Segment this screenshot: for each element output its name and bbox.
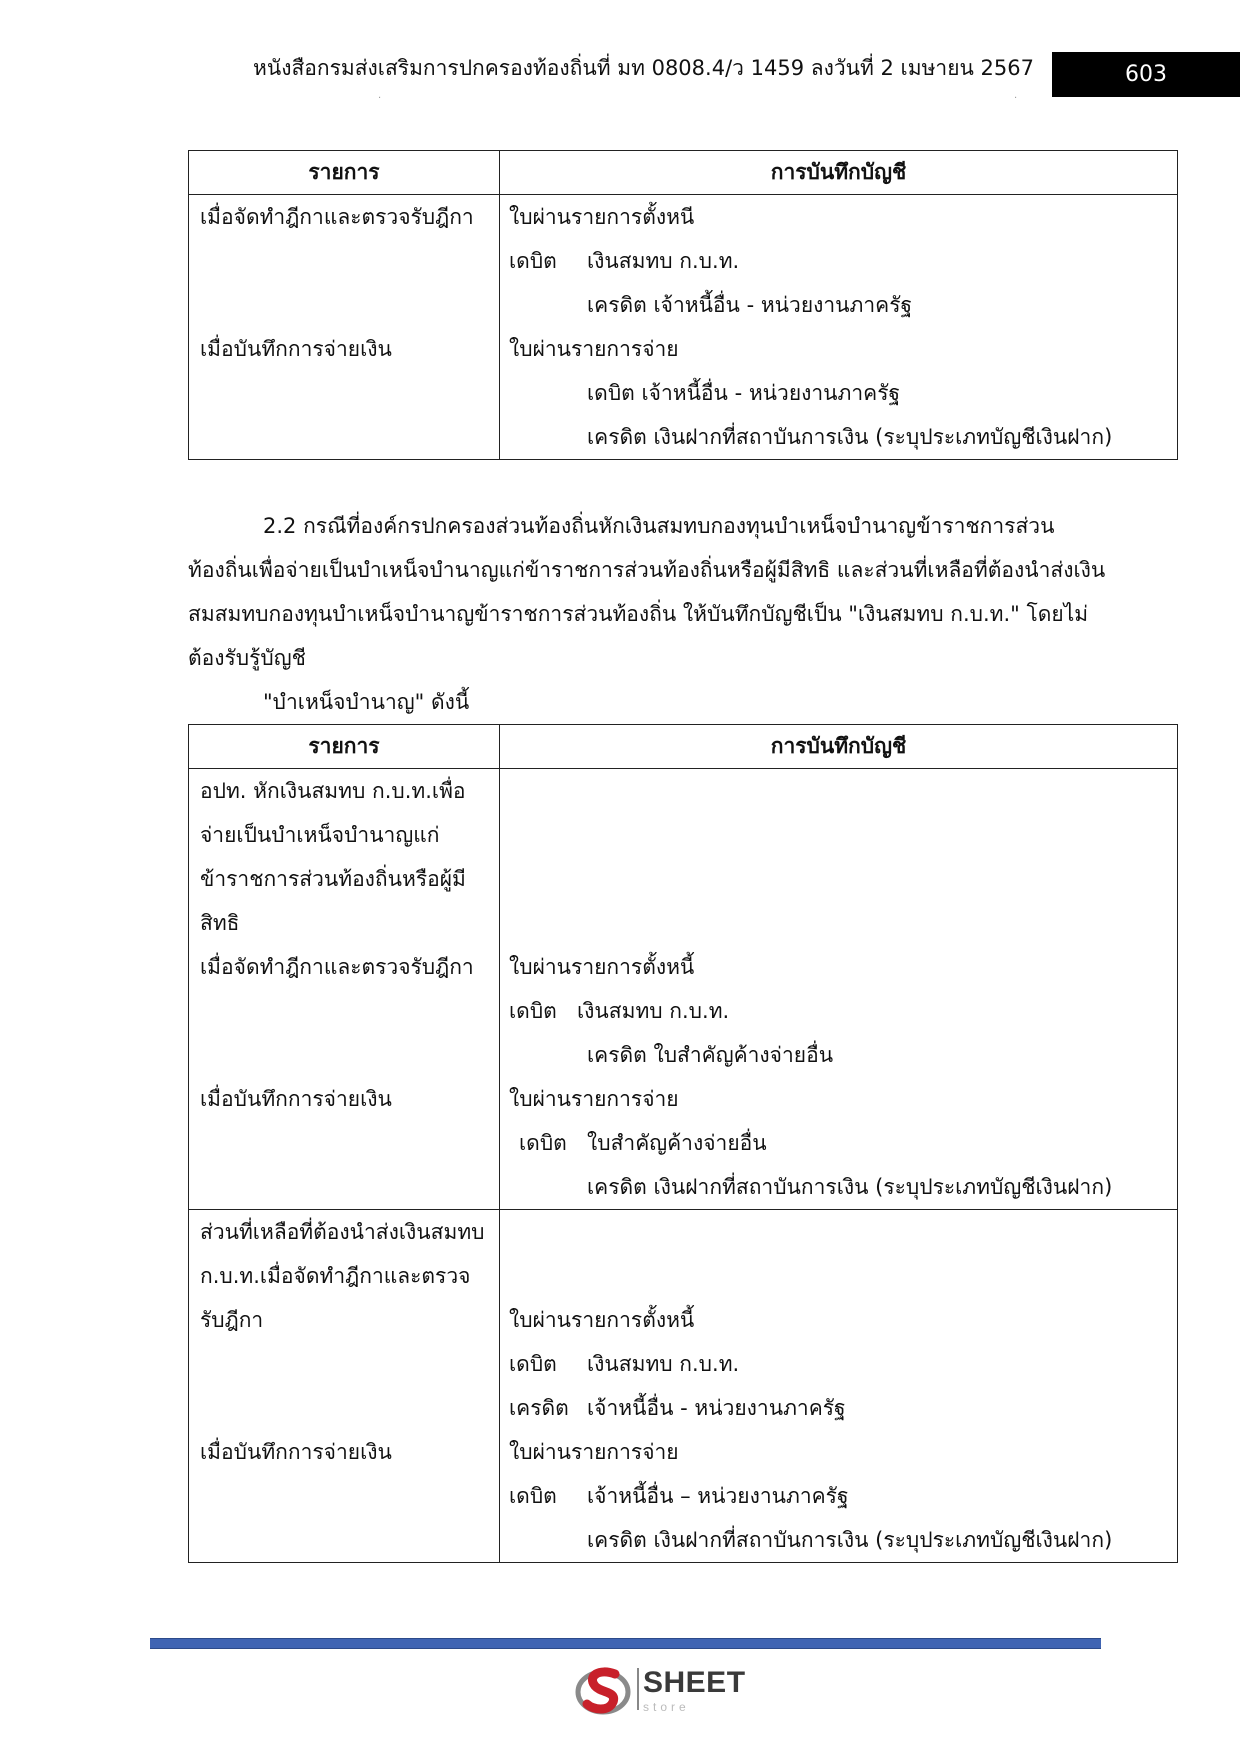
accounting-table-2 [188, 724, 1178, 1563]
item-line [189, 989, 499, 1033]
record-line [500, 813, 1177, 857]
column-header-record: การบันทึกบัญชี [500, 725, 1178, 769]
record-line [500, 1254, 1177, 1298]
record-cell [500, 195, 1178, 460]
record-text: เจ้าหนี้อื่น – หน่วยงานภาครัฐ [587, 1484, 849, 1508]
sheet-store-logo [575, 1662, 745, 1718]
column-header-item: รายการ [189, 725, 500, 769]
record-line: เครดิต ใบสำคัญค้างจ่ายอื่น [587, 1043, 834, 1067]
item-line: เมื่อบันทึกการจ่ายเงิน [200, 1440, 392, 1464]
document-header-title: หนังสือกรมส่งเสริมการปกครองท้องถิ่นที่ มท 0808.4/ว 1459 ลงวันที่ 2 เมษายน 2567 [253, 56, 1034, 80]
paragraph-line: "บำเหน็จบำนาญ" ดังนี้ [263, 690, 470, 714]
column-header-item: รายการ [189, 151, 500, 195]
record-line [500, 989, 1177, 1033]
item-line [189, 1165, 499, 1209]
item-line [189, 371, 499, 415]
item-line [189, 1474, 499, 1518]
record-line: เครดิต เงินฝากที่สถาบันการเงิน (ระบุประเภทบัญชีเงินฝาก) [587, 425, 1113, 449]
record-text: เงินสมทบ ก.บ.ท. [587, 249, 740, 273]
logo-wordmark: SHEET [643, 1666, 746, 1699]
record-line: ใบผ่านรายการตั้งหนี้ [509, 1308, 695, 1332]
item-line: รับฎีกา [200, 1308, 264, 1332]
debit-prefix: เดบิต [519, 1131, 567, 1155]
credit-prefix: เครดิต [509, 1396, 569, 1420]
item-line [189, 415, 499, 459]
record-line [500, 1474, 1177, 1518]
record-text: เจ้าหนี้อื่น - หน่วยงานภาครัฐ [587, 1396, 846, 1420]
table-row [189, 769, 1178, 1210]
item-cell [189, 769, 500, 1210]
item-line [189, 1033, 499, 1077]
item-line [189, 1386, 499, 1430]
table-header-row [189, 151, 1178, 195]
item-line: อปท. หักเงินสมทบ ก.บ.ท.เพื่อ [200, 779, 466, 803]
record-line: เดบิต เจ้าหนี้อื่น - หน่วยงานภาครัฐ [587, 381, 901, 405]
item-line: ส่วนที่เหลือที่ต้องนำส่งเงินสมทบ [200, 1220, 485, 1244]
record-line [500, 1386, 1177, 1430]
record-line [500, 1342, 1177, 1386]
paragraph-line: ต้องรับรู้บัญชี [188, 646, 306, 670]
item-line: ก.บ.ท.เมื่อจัดทำฎีกาและตรวจ [200, 1264, 471, 1288]
record-text: เงินสมทบ ก.บ.ท. [587, 1352, 740, 1376]
logo-subtitle: store [643, 1700, 690, 1714]
page-number-badge [1052, 52, 1240, 97]
footer-divider-bar [150, 1638, 1101, 1649]
item-line [189, 239, 499, 283]
body-paragraph [188, 504, 1178, 724]
item-line [189, 1342, 499, 1386]
accounting-table-1 [188, 150, 1178, 460]
record-line: ใบผ่านรายการจ่าย [509, 1087, 679, 1111]
page-number: 603 [1125, 62, 1167, 87]
debit-prefix: เดบิต [509, 1352, 557, 1376]
header-dot-mark: . [1014, 90, 1018, 101]
record-text: ใบสำคัญค้างจ่ายอื่น [587, 1131, 767, 1155]
debit-prefix: เดบิต [509, 999, 557, 1023]
record-line [500, 901, 1177, 945]
column-header-record: การบันทึกบัญชี [500, 151, 1178, 195]
item-line [189, 283, 499, 327]
item-line: เมื่อจัดทำฎีกาและตรวจรับฎีกา [200, 955, 474, 979]
item-line: ข้าราชการส่วนท้องถิ่นหรือผู้มี [200, 867, 466, 891]
paragraph-line: 2.2 กรณีที่องค์กรปกครองส่วนท้องถิ่นหักเงินสมทบกองทุนบำเหน็จบำนาญข้าราชการส่วน [263, 514, 1055, 538]
table-row [189, 195, 1178, 460]
record-line: ใบผ่านรายการจ่าย [509, 1440, 679, 1464]
record-line: ใบผ่านรายการตั้งหนี [509, 205, 695, 229]
debit-prefix: เดบิต [509, 1484, 557, 1508]
record-line [500, 239, 1177, 283]
record-line [500, 1121, 1177, 1165]
logo-s-icon [575, 1662, 635, 1718]
item-cell [189, 195, 500, 460]
item-line: เมื่อจัดทำฎีกาและตรวจรับฎีกา [200, 205, 474, 229]
record-text: เงินสมทบ ก.บ.ท. [577, 999, 730, 1023]
record-line: เครดิต เงินฝากที่สถาบันการเงิน (ระบุประเภทบัญชีเงินฝาก) [587, 1175, 1113, 1199]
table-row [189, 1210, 1178, 1563]
record-line: ใบผ่านรายการจ่าย [509, 337, 679, 361]
item-line [189, 1121, 499, 1165]
item-line: เมื่อบันทึกการจ่ายเงิน [200, 337, 392, 361]
record-line: เครดิต เจ้าหนี้อื่น - หน่วยงานภาครัฐ [587, 293, 913, 317]
record-cell [500, 1210, 1178, 1563]
debit-prefix: เดบิต [509, 249, 557, 273]
logo-divider [637, 1668, 639, 1710]
record-line [500, 1210, 1177, 1254]
record-line [500, 857, 1177, 901]
record-line [500, 769, 1177, 813]
record-line: ใบผ่านรายการตั้งหนี้ [509, 955, 695, 979]
record-line: เครดิต เงินฝากที่สถาบันการเงิน (ระบุประเภทบัญชีเงินฝาก) [587, 1528, 1113, 1552]
table-header-row [189, 725, 1178, 769]
header-dot-mark: . [378, 90, 382, 101]
item-line: จ่ายเป็นบำเหน็จบำนาญแก่ [200, 823, 440, 847]
item-line [189, 1518, 499, 1562]
item-line: เมื่อบันทึกการจ่ายเงิน [200, 1087, 392, 1111]
paragraph-line: สมสมทบกองทุนบำเหน็จบำนาญข้าราชการส่วนท้องถิ่น ให้บันทึกบัญชีเป็น "เงินสมทบ ก.บ.ท." โดยไม่ [188, 602, 1089, 626]
item-cell [189, 1210, 500, 1563]
paragraph-line: ท้องถิ่นเพื่อจ่ายเป็นบำเหน็จบำนาญแก่ข้าราชการส่วนท้องถิ่นหรือผู้มีสิทธิ และส่วนที่เหลือที่ต้องนำส่งเงิน [188, 558, 1106, 582]
record-cell [500, 769, 1178, 1210]
item-line: สิทธิ [200, 911, 240, 935]
